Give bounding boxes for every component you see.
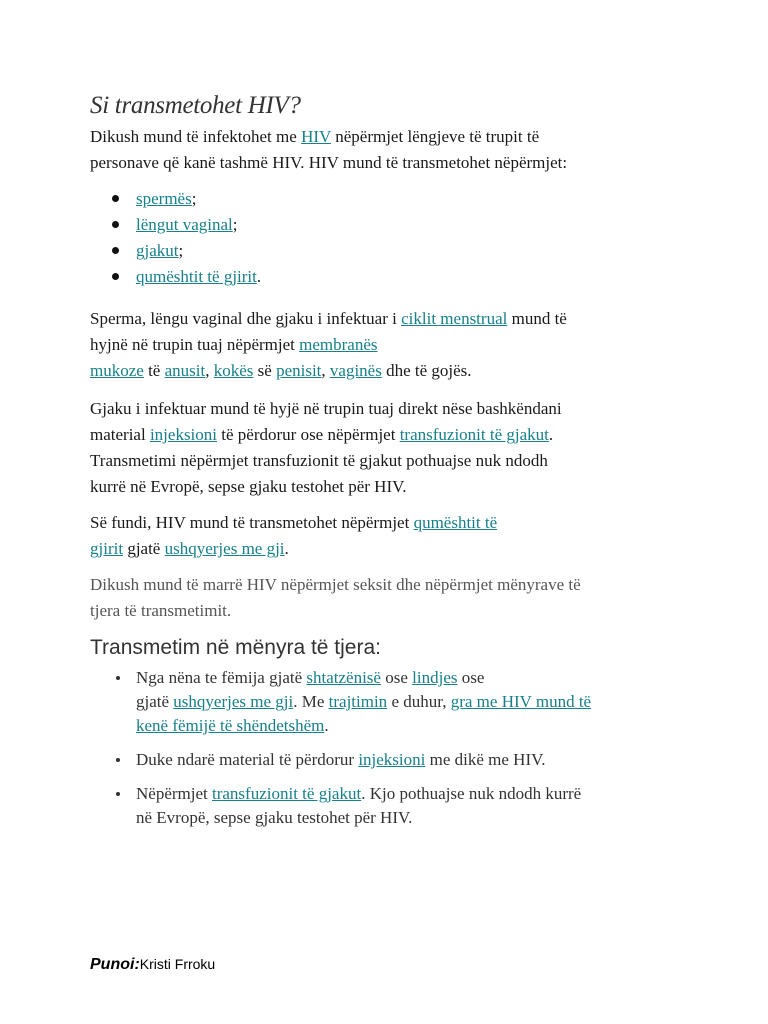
link-gjirit[interactable]: gjirit xyxy=(90,539,124,558)
link-anusit[interactable]: anusit xyxy=(164,361,206,380)
text: hyjnë në trupin tuaj nëpërmjet xyxy=(90,335,300,354)
text: material xyxy=(90,425,150,444)
text: Transmetimi nëpërmjet transfuzionit të gjakut pothuajse nuk ndodh xyxy=(90,451,548,470)
text: Dikush mund të marrë HIV nëpërmjet seksit dhe nëpërmjet mënyrave të xyxy=(90,575,581,594)
link-ushqyerjes[interactable]: ushqyerjes me gji xyxy=(164,539,285,558)
text: ose xyxy=(380,668,413,687)
text: . xyxy=(284,539,289,558)
text: Sperma, lëngu vaginal dhe gjaku i infektuar i xyxy=(90,309,402,328)
text: Nga nëna te fëmija gjatë xyxy=(136,668,307,687)
text: Së fundi, HIV mund të transmetohet nëpërmjet xyxy=(90,513,414,532)
list-punct: ; xyxy=(178,241,184,260)
text: së xyxy=(253,361,277,380)
list-punct: . xyxy=(256,267,262,286)
bullet-icon xyxy=(112,273,119,280)
link-transfuzionit[interactable]: transfuzionit të gjakut xyxy=(399,425,549,444)
author-label: Punoi: xyxy=(90,956,140,973)
link-gra-me-hiv[interactable]: gra me HIV mund të xyxy=(450,692,592,711)
text: kurrë në Evropë, sepse gjaku testohet për HIV. xyxy=(90,477,407,496)
text: Nëpërmjet xyxy=(136,784,212,803)
fluids-list xyxy=(90,186,261,290)
bullet-icon xyxy=(112,247,119,254)
text: Duke ndarë material të përdorur xyxy=(136,750,359,769)
list-item xyxy=(90,212,261,238)
link-membranes[interactable]: membranës xyxy=(299,335,378,354)
text: . Kjo pothuajse nuk ndodh kurrë xyxy=(361,784,582,803)
list-punct: ; xyxy=(232,215,238,234)
link-ushqyerjes-2[interactable]: ushqyerjes me gji xyxy=(173,692,294,711)
section-heading: Transmetim në mënyra të tjera: xyxy=(90,636,381,659)
text: Gjaku i infektuar mund të hyjë në trupin tuaj direkt nëse bashkëndani xyxy=(90,399,562,418)
text: . Me xyxy=(293,692,329,711)
link-ciklit-menstrual[interactable]: ciklit menstrual xyxy=(401,309,508,328)
paragraph-milk xyxy=(90,510,497,562)
bullet-icon xyxy=(116,758,120,762)
link-qumeshtit-te[interactable]: qumështit të xyxy=(413,513,498,532)
intro-text: Dikush mund të infektohet me xyxy=(90,127,302,146)
text: në Evropë, sepse gjaku testohet për HIV. xyxy=(136,808,413,827)
link-kene-femije[interactable]: kenë fëmijë të shëndetshëm xyxy=(136,716,325,735)
bullet-icon xyxy=(112,221,119,228)
intro-text: nëpërmjet lëngjeve të trupit të xyxy=(330,127,540,146)
link-mukoze[interactable]: mukoze xyxy=(90,361,144,380)
text: tjera të transmetimit. xyxy=(90,601,232,620)
text: , xyxy=(205,361,214,380)
page-title: Si transmetohet HIV? xyxy=(90,92,301,119)
link-penisit[interactable]: penisit xyxy=(276,361,322,380)
other-ways-list xyxy=(90,666,700,738)
link-kokes[interactable]: kokës xyxy=(213,361,254,380)
link-vagines[interactable]: vaginës xyxy=(329,361,382,380)
link-lindjes[interactable]: lindjes xyxy=(412,668,458,687)
list-item xyxy=(90,238,261,264)
link-trajtimin[interactable]: trajtimin xyxy=(328,692,388,711)
link-injeksioni-2[interactable]: injeksioni xyxy=(358,750,426,769)
text: dhe të gojës. xyxy=(381,361,472,380)
author-name: Kristi Frroku xyxy=(139,956,216,972)
intro-text: personave që kanë tashmë HIV. HIV mund të transmetohet nëpërmjet: xyxy=(90,153,568,172)
list-item xyxy=(90,186,261,212)
link-transfuzionit-2[interactable]: transfuzionit të gjakut xyxy=(212,784,362,803)
text: . xyxy=(548,425,554,444)
text: me dikë me HIV. xyxy=(425,750,546,769)
paragraph-blood xyxy=(90,396,562,500)
other-ways-list-3 xyxy=(90,782,700,830)
list-item xyxy=(90,748,700,772)
text: mund të xyxy=(507,309,567,328)
paragraph-entry xyxy=(90,306,567,384)
text: , xyxy=(321,361,330,380)
other-ways-list-2 xyxy=(90,748,700,772)
bullet-icon xyxy=(112,195,119,202)
text: ose xyxy=(457,668,485,687)
text: të xyxy=(143,361,165,380)
link-shtatzenise[interactable]: shtatzënisë xyxy=(306,668,381,687)
bullet-icon xyxy=(116,792,120,796)
list-punct: ; xyxy=(191,189,197,208)
link-hiv[interactable]: HIV xyxy=(301,127,331,146)
link-spermes[interactable]: spermës xyxy=(136,189,192,208)
intro-paragraph xyxy=(90,124,567,176)
text: e duhur, xyxy=(387,692,451,711)
link-gjakut[interactable]: gjakut xyxy=(136,241,179,260)
list-item xyxy=(90,264,261,290)
list-item xyxy=(90,666,700,738)
text: gjatë xyxy=(136,692,174,711)
text: . xyxy=(324,716,329,735)
text: gjatë xyxy=(123,539,165,558)
text: të përdorur ose nëpërmjet xyxy=(217,425,400,444)
link-lengut-vaginal[interactable]: lëngut vaginal xyxy=(136,215,233,234)
paragraph-sex xyxy=(90,572,581,624)
author-footer xyxy=(90,956,215,974)
link-injeksioni[interactable]: injeksioni xyxy=(149,425,218,444)
bullet-icon xyxy=(116,676,120,680)
list-item xyxy=(90,782,700,830)
link-qumeshtit[interactable]: qumështit të gjirit xyxy=(136,267,257,286)
